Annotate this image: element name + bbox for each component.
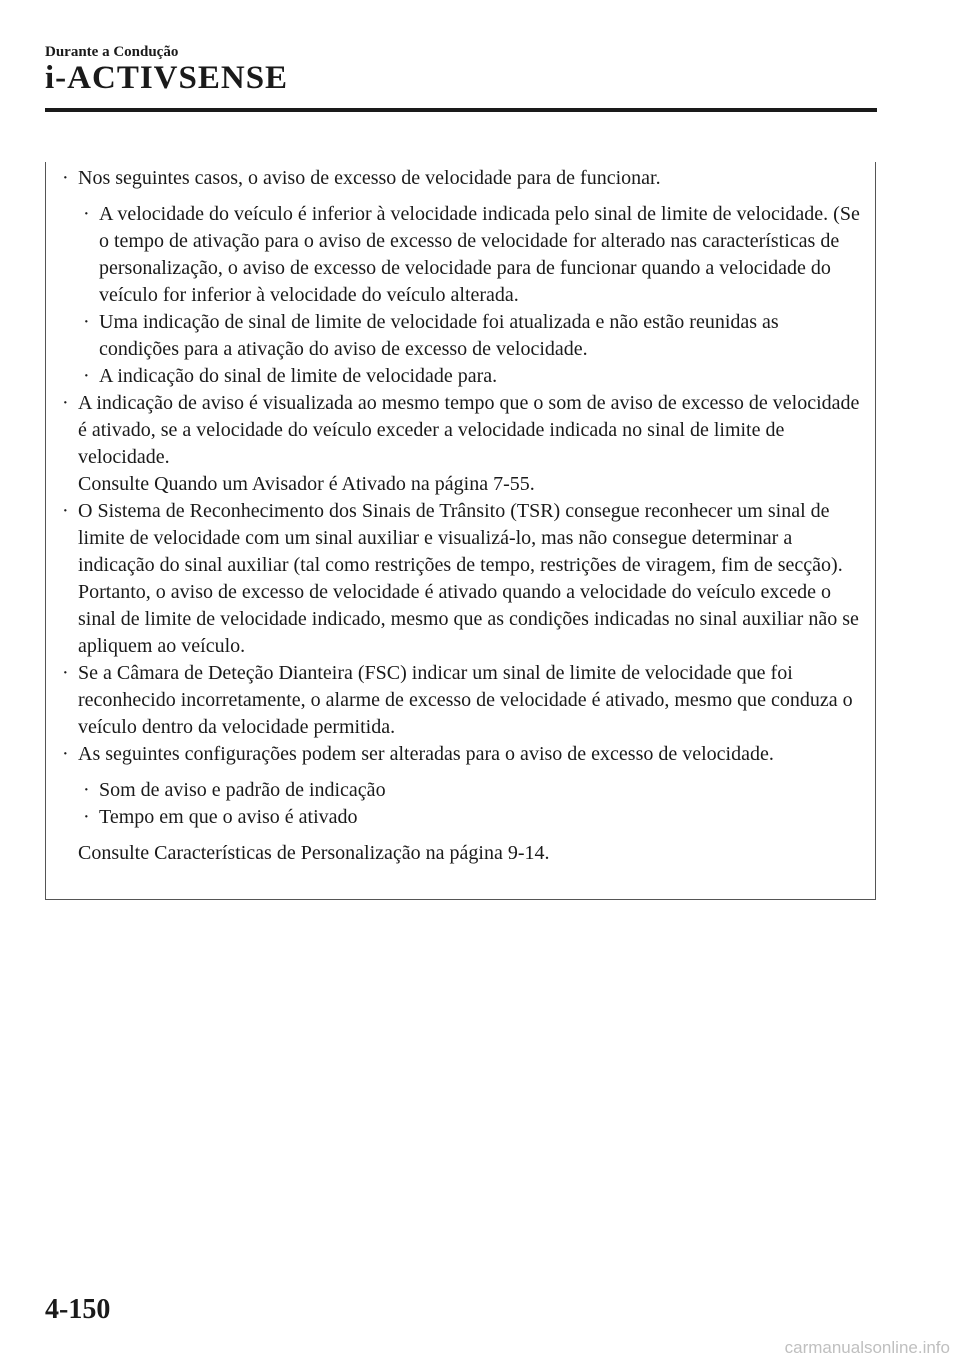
page-number: 4-150 [45, 1294, 111, 1325]
bullet-icon: · [62, 743, 69, 765]
bullet-icon: · [83, 203, 90, 225]
page-reference: Consulte Características de Personalização na página 9-14. [78, 842, 550, 864]
list-item [46, 165, 875, 192]
sub-list-item [46, 804, 875, 831]
sub-list-item-text: Uma indicação de sinal de limite de velocidade foi atualizada e não estão reunidas as condições para a ativação do aviso de excesso de velocidade. [99, 311, 779, 360]
bullet-icon: · [62, 392, 69, 414]
bullet-icon: · [83, 806, 90, 828]
bullet-icon: · [83, 779, 90, 801]
bullet-icon: · [83, 365, 90, 387]
list-item [46, 741, 875, 768]
bullet-icon: · [83, 311, 90, 333]
sub-list-item-text: Tempo em que o aviso é ativado [99, 806, 358, 828]
bullet-icon: · [62, 500, 69, 522]
sub-list-item [46, 363, 875, 390]
bullet-icon: · [62, 662, 69, 684]
list-item [46, 498, 875, 660]
list-item-text: O Sistema de Reconhecimento dos Sinais de Trânsito (TSR) consegue reconhecer um sinal de limite de velocidade com um sinal auxiliar e visualizá-lo, mas não consegue determinar a indicação do sinal auxiliar (tal como restrições de tempo, restrições de viragem, fim de secção). Portanto, o aviso de excesso de velocidade é ativado quando a velocidade do veículo excede o sinal de limite de velocidade indicado, mesmo que as condições indicadas no sinal auxiliar não se apliquem ao veículo. [78, 500, 859, 657]
sub-list-item-text: Som de aviso e padrão de indicação [99, 779, 386, 801]
sub-list-item-text: A indicação do sinal de limite de velocidade para. [99, 365, 498, 387]
list-item [46, 660, 875, 741]
sub-list-item [46, 309, 875, 363]
sub-list [46, 201, 875, 390]
list-item-text: As seguintes configurações podem ser alteradas para o aviso de excesso de velocidade. [78, 743, 774, 765]
section-label: Durante a Condução [45, 44, 179, 60]
note-content [46, 162, 875, 867]
note-box [45, 162, 876, 900]
list-item [46, 390, 875, 498]
page-reference: Consulte Quando um Avisador é Ativado na página 7-55. [78, 473, 535, 495]
sub-list-item [46, 201, 875, 309]
header-divider [45, 108, 877, 112]
bullet-icon: · [62, 167, 69, 189]
sub-list-item [46, 777, 875, 804]
watermark: carmanualsonline.info [784, 1338, 950, 1357]
list-item-text: Nos seguintes casos, o aviso de excesso de velocidade para de funcionar. [78, 167, 661, 189]
list-item-text: A indicação de aviso é visualizada ao mesmo tempo que o som de aviso de excesso de velocidade é ativado, se a velocidade do veículo exceder a velocidade indicada no sinal de limite de velocidade. [78, 392, 860, 468]
sub-list-item-text: A velocidade do veículo é inferior à velocidade indicada pelo sinal de limite de velocidade. (Se o tempo de ativação para o aviso de excesso de velocidade for alterado nas características de personalização, o aviso de excesso de velocidade para de funcionar quando a velocidade do veículo for inferior à velocidade do veículo alterada. [99, 203, 860, 306]
page-title: i-ACTIVSENSE [45, 60, 289, 96]
sub-list [46, 777, 875, 831]
list-item-text: Se a Câmara de Deteção Dianteira (FSC) indicar um sinal de limite de velocidade que foi reconhecido incorretamente, o alarme de excesso de velocidade é ativado, mesmo que conduza o veículo dentro da velocidade permitida. [78, 662, 853, 738]
